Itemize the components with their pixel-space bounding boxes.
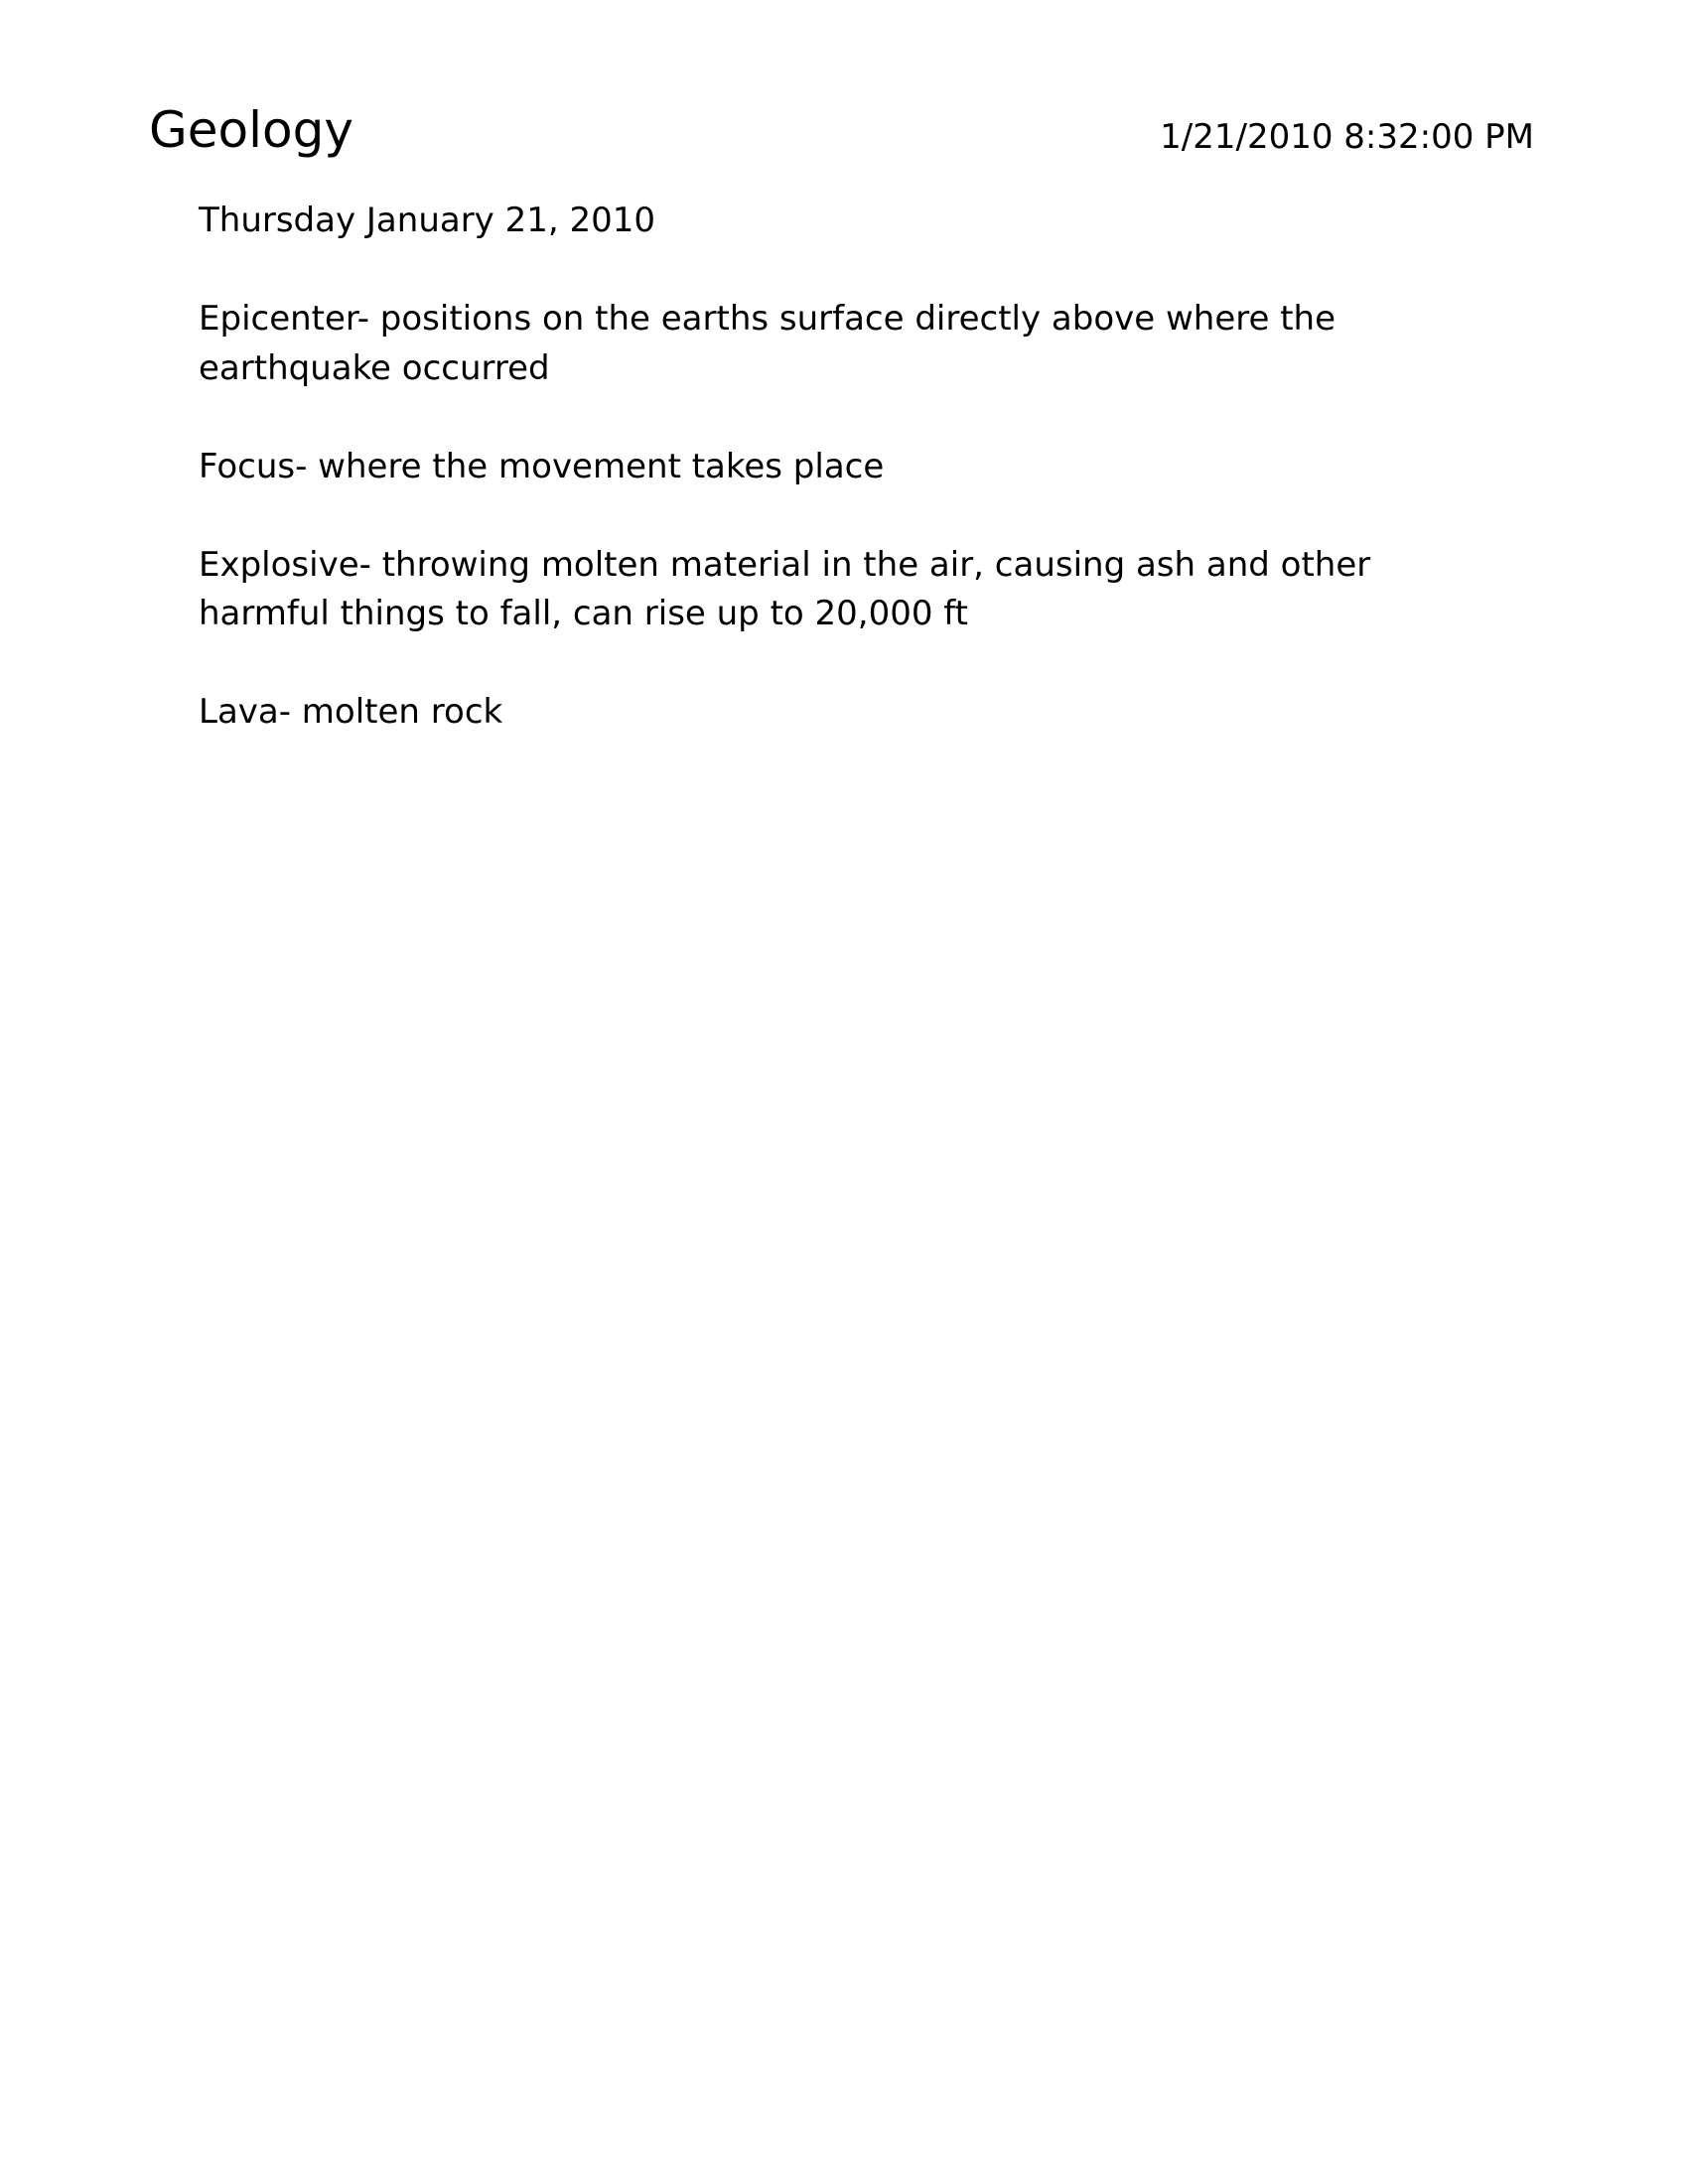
note-explosive: Explosive- throwing molten material in the air, causing ash and other harmful things to fall, can rise up to 20,000 ft [199,544,1371,633]
timestamp: 1/21/2010 8:32:00 PM [1160,117,1534,157]
note-focus: Focus- where the movement takes place [199,446,885,486]
date-line: Thursday January 21, 2010 [199,201,656,240]
page-title: Geology [149,101,353,159]
note-epicenter: Epicenter- positions on the earths surface directly above where the earthquake occurred [199,299,1336,388]
note-lava: Lava- molten rock [199,692,503,732]
note-body [199,197,1420,786]
